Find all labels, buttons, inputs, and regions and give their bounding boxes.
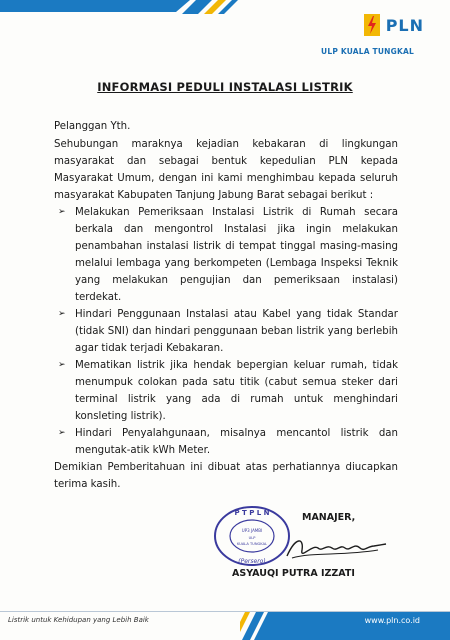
lightning-logo-icon <box>364 14 380 36</box>
svg-text:UP3 JAMBI: UP3 JAMBI <box>241 528 263 533</box>
arrow-bullet-icon: ➢ <box>58 428 66 438</box>
brand-name: PLN <box>385 15 424 35</box>
header-stripes <box>0 0 280 22</box>
list-item: ➢ Hindari Penyalahgunaan, misalnya mencantol listrik dan mengutak-atik kWh Meter. <box>58 425 398 459</box>
svg-text:(Persero): (Persero) <box>238 558 266 565</box>
intro-paragraph: Sehubungan maraknya kejadian kebakaran di lingkungan masyarakat dan sebagai bentuk kepedulian PLN kepada Masyarakat Umum, dengan ini kami menghimbau kepada seluruh masyarakat Kabupaten Tanjung Jabung Barat sebagai berikut : <box>54 139 398 201</box>
document-title: INFORMASI PEDULI INSTALASI LISTRIK <box>97 80 353 94</box>
advice-list <box>58 204 398 459</box>
handwritten-signature <box>282 530 392 566</box>
svg-text:ULP: ULP <box>248 536 256 540</box>
signature-block <box>232 500 422 590</box>
company-stamp <box>212 504 292 568</box>
signatory-position: MANAJER, <box>302 512 356 523</box>
pln-logo <box>364 14 424 36</box>
list-item: ➢ Mematikan listrik jika hendak bepergian keluar rumah, tidak menumpuk colokan pada satu titik (cabut semua steker dari terminal listrik yang ada di rumah untuk menghindari konsleting listrik). <box>58 357 398 425</box>
signatory-name: ASYAUQI PUTRA IZZATI <box>232 568 355 579</box>
website-link[interactable]: www.pln.co.id <box>364 616 420 625</box>
arrow-bullet-icon: ➢ <box>58 207 66 217</box>
letter-body <box>54 118 398 493</box>
svg-text:KUALA TUNGKAL: KUALA TUNGKAL <box>236 542 268 546</box>
list-item: ➢ Hindari Penggunaan Instalasi atau Kabel yang tidak Standar (tidak SNI) dan hindari penggunaan beban listrik yang berlebih agar tidak terjadi Kebakaran. <box>58 306 398 357</box>
arrow-bullet-icon: ➢ <box>58 309 66 319</box>
list-item: ➢ Melakukan Pemeriksaan Instalasi Listrik di Rumah secara berkala dan mengontrol Instalasi jika ingin melakukan penambahan instalasi listrik di tempat tinggal masing-masing melalui lembaga yang berkompeten (Lembaga Inspeksi Teknik yang melakukan pengujian dan pemeriksaan instalasi) terdekat. <box>58 204 398 306</box>
svg-text:P T P L N: P T P L N <box>234 509 270 517</box>
salutation: Pelanggan Yth. <box>54 121 131 132</box>
closing-paragraph: Demikian Pemberitahuan ini dibuat atas perhatiannya diucapkan terima kasih. <box>54 462 398 490</box>
unit-name: ULP KUALA TUNGKAL <box>321 47 414 56</box>
arrow-bullet-icon: ➢ <box>58 360 66 370</box>
footer-tagline: Listrik untuk Kehidupan yang Lebih Baik <box>8 616 149 624</box>
